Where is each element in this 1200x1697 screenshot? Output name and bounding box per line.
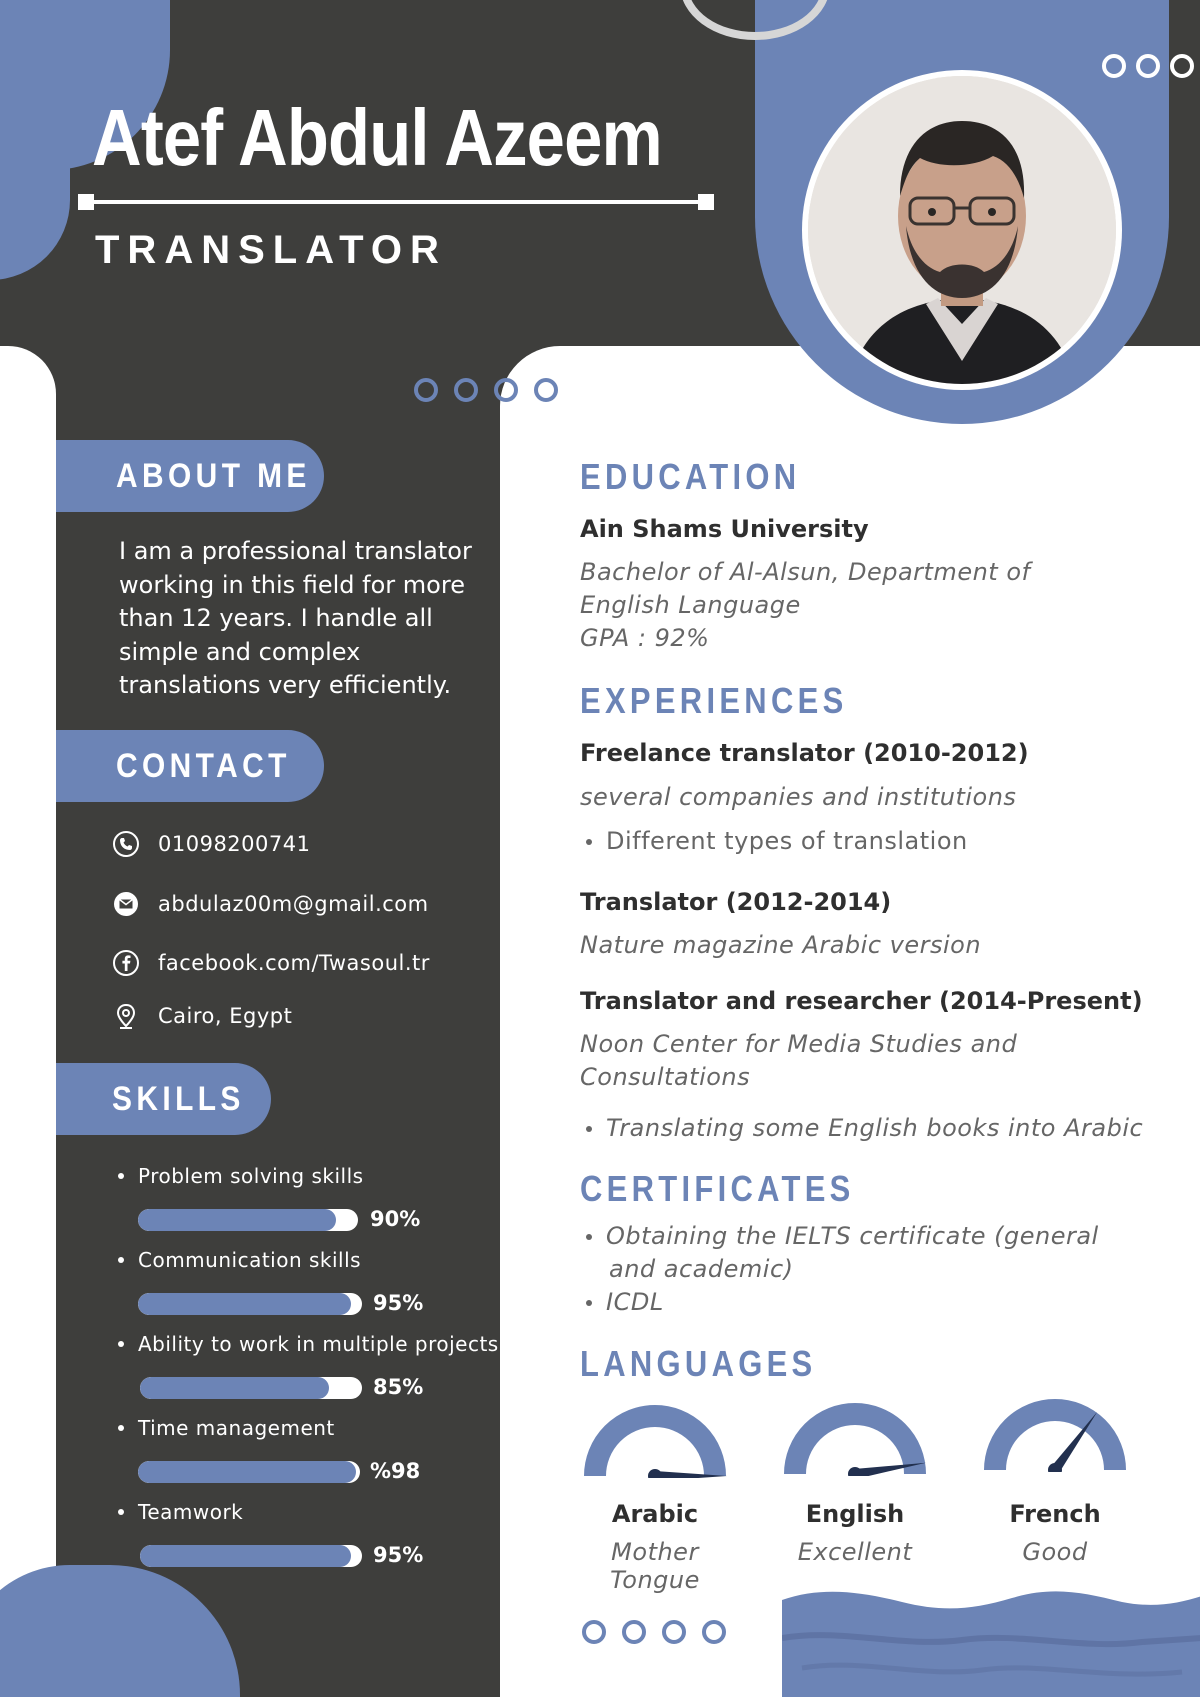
skill-progress-bar	[138, 1293, 362, 1315]
underline-cap-right	[698, 194, 714, 210]
language-level: Good	[1022, 1538, 1088, 1566]
ring-dot	[1102, 54, 1126, 78]
experiences-heading: EXPERIENCES	[580, 680, 848, 721]
gauge-icon	[770, 1396, 940, 1476]
skill-progress-fill	[140, 1377, 329, 1399]
certificate-item: Obtaining the IELTS certificate (general and academic)	[586, 1220, 1099, 1286]
left-white-strip	[0, 346, 56, 1697]
skill-progress-bar	[140, 1377, 362, 1399]
contact-phone[interactable]	[112, 830, 310, 858]
gauge-icon	[570, 1398, 740, 1478]
ring-dot	[414, 378, 438, 402]
skill-percentage: 85%	[373, 1375, 424, 1399]
experience-title: Translator and researcher (2014-Present)	[580, 987, 1143, 1015]
skill-progress-fill	[138, 1461, 356, 1483]
gauge-arc	[795, 1414, 915, 1474]
contact-heading: CONTACT	[56, 730, 324, 802]
skill-progress-fill	[138, 1209, 336, 1231]
certificates-heading: CERTIFICATES	[580, 1168, 855, 1209]
skill-progress-bar	[138, 1209, 358, 1231]
skill-label: Teamwork	[118, 1500, 243, 1524]
contact-location-value: Cairo, Egypt	[158, 1004, 293, 1028]
decorative-dots-top-right	[1102, 54, 1194, 78]
skill-label: Ability to work in multiple projects	[118, 1332, 499, 1356]
skill-label: Communication skills	[118, 1248, 361, 1272]
skills-heading: SKILLS	[56, 1063, 271, 1135]
language-french	[970, 1500, 1140, 1566]
experience-org: several companies and institutions	[580, 783, 1017, 811]
ring-dot	[494, 378, 518, 402]
language-gauge-english	[770, 1396, 940, 1480]
language-level: Mother Tongue	[610, 1538, 700, 1594]
ring-dot	[454, 378, 478, 402]
experience-title: Translator (2012-2014)	[580, 888, 892, 916]
experience-title: Freelance translator (2010-2012)	[580, 739, 1029, 767]
skill-percentage: %98	[370, 1459, 421, 1483]
skill-progress-bar	[140, 1545, 362, 1567]
language-gauge-arabic	[570, 1398, 740, 1482]
experience-org: Nature magazine Arabic version	[580, 931, 982, 959]
certificate-item: ICDL	[586, 1286, 664, 1319]
about-heading: ABOUT ME	[56, 440, 324, 512]
ring-dot	[1136, 54, 1160, 78]
education-school: Ain Shams University	[580, 515, 869, 543]
location-icon	[112, 1002, 140, 1030]
decorative-wave	[782, 1588, 1200, 1697]
languages-heading: LANGUAGES	[580, 1343, 817, 1384]
profile-photo	[808, 76, 1116, 384]
language-name: French	[1009, 1500, 1101, 1528]
contact-location	[112, 1002, 292, 1030]
gauge-hub	[648, 1469, 662, 1478]
education-degree-line1: Bachelor of Al-Alsun, Department of	[580, 558, 1031, 586]
experience-org-line2: Consultations	[580, 1063, 751, 1091]
experience-bullet: Different types of translation	[586, 825, 968, 858]
right-white-panel	[500, 346, 1200, 1697]
decorative-dots-bottom	[582, 1620, 726, 1644]
ring-dot	[534, 378, 558, 402]
ring-dot	[702, 1620, 726, 1644]
language-level: Excellent	[797, 1538, 913, 1566]
contact-facebook[interactable]	[112, 949, 430, 977]
gauge-hub	[848, 1467, 862, 1476]
language-gauge-french	[970, 1392, 1140, 1476]
education-heading: EDUCATION	[580, 456, 801, 497]
gauge-arc	[595, 1416, 715, 1476]
ring-dot	[582, 1620, 606, 1644]
language-name: Arabic	[611, 1500, 699, 1528]
skill-percentage: 90%	[370, 1207, 421, 1231]
language-arabic	[570, 1500, 740, 1594]
skill-progress-fill	[140, 1545, 351, 1567]
profile-photo-frame	[802, 70, 1122, 390]
contact-email-value: abdulaz00m@gmail.com	[158, 892, 429, 916]
skill-progress-fill	[138, 1293, 351, 1315]
skill-percentage: 95%	[373, 1291, 424, 1315]
candidate-name: Atef Abdul Azeem	[92, 93, 662, 182]
gauge-arc	[995, 1410, 1115, 1470]
skill-percentage: 95%	[373, 1543, 424, 1567]
job-title: TRANSLATOR	[95, 228, 447, 272]
about-text: I am a professional translator working in this field for more than 12 years. I handle all simple and complex translations very efficiently.	[119, 537, 472, 699]
ring-dot	[1170, 54, 1194, 78]
gauge-icon	[970, 1392, 1140, 1472]
skill-label: Time management	[118, 1416, 335, 1440]
contact-facebook-value: facebook.com/Twasoul.tr	[158, 951, 430, 975]
contact-email[interactable]	[112, 890, 429, 918]
education-gpa: GPA : 92%	[580, 624, 710, 652]
portrait-illustration	[808, 76, 1116, 384]
phone-icon	[112, 830, 140, 858]
skill-label: Problem solving skills	[118, 1164, 364, 1188]
ring-dot	[662, 1620, 686, 1644]
name-underline	[80, 200, 708, 204]
skill-progress-bar	[138, 1461, 360, 1483]
decorative-dots-middle	[414, 378, 558, 402]
facebook-icon	[112, 949, 140, 977]
contact-phone-value: 01098200741	[158, 832, 311, 856]
underline-cap-left	[78, 194, 94, 210]
language-name: English	[805, 1500, 905, 1528]
experience-org-line1: Noon Center for Media Studies and	[580, 1030, 1018, 1058]
mail-icon	[112, 890, 140, 918]
education-degree-line2: English Language	[580, 591, 801, 619]
language-english	[770, 1500, 940, 1566]
experience-bullet: Translating some English books into Arabic	[586, 1112, 1143, 1145]
ring-dot	[622, 1620, 646, 1644]
